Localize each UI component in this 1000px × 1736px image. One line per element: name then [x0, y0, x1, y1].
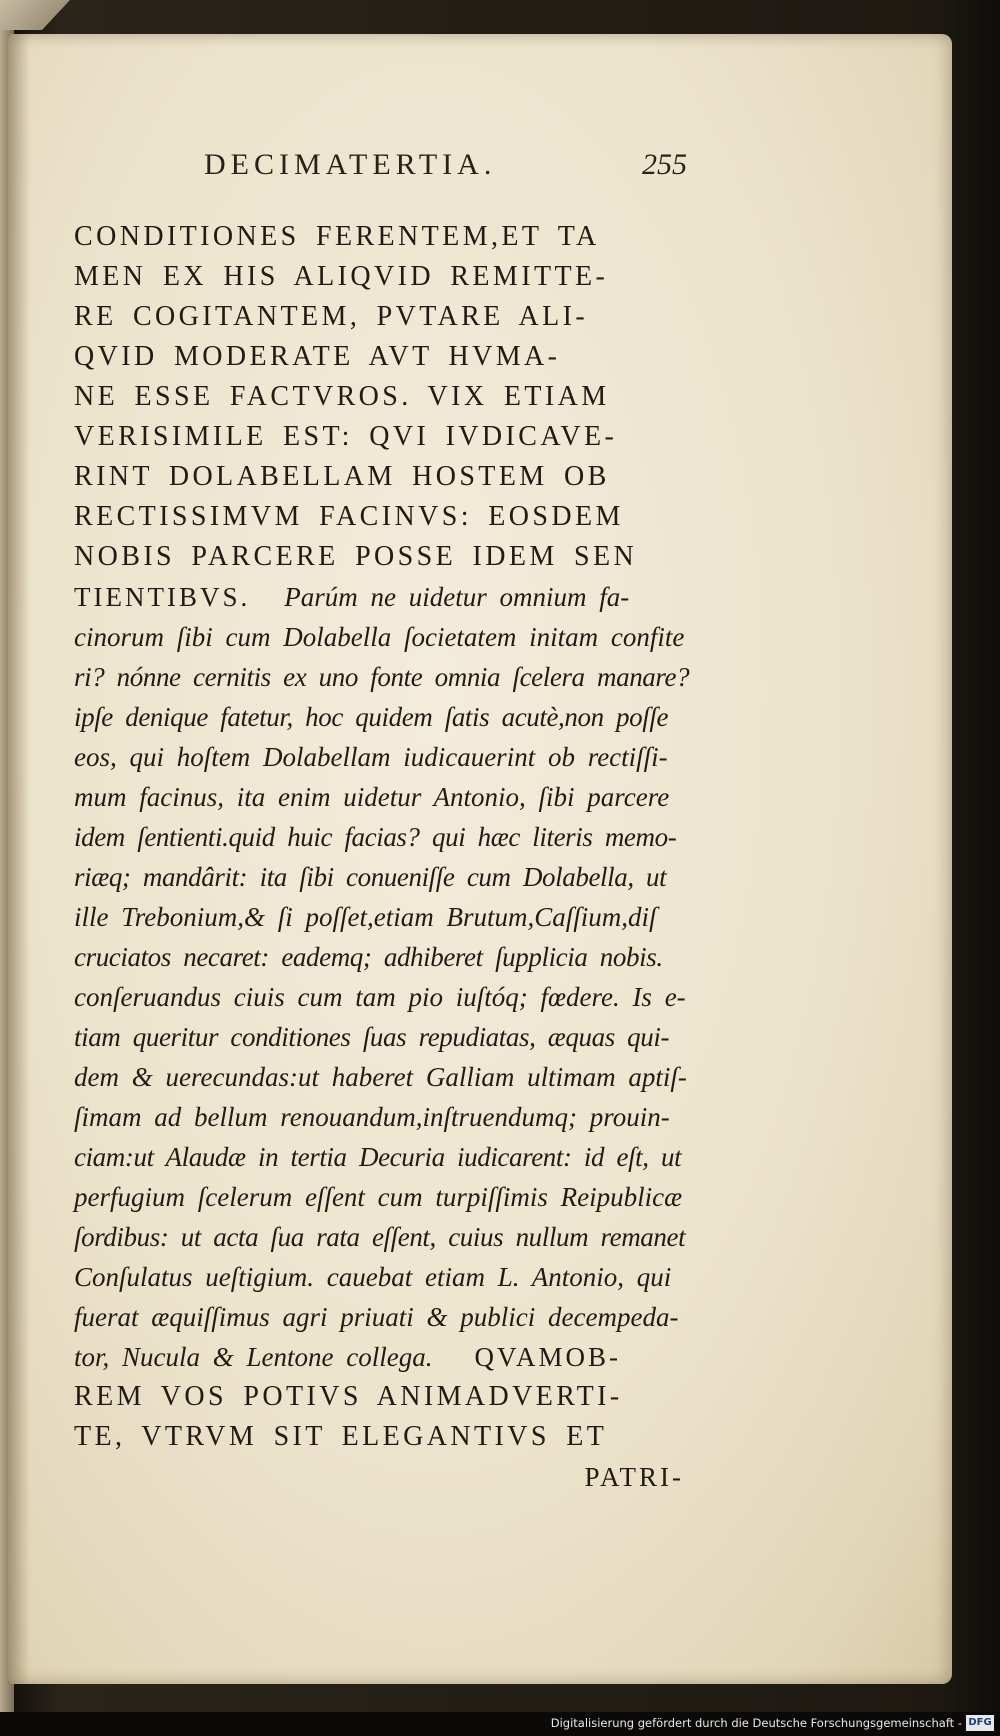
- text-line: cinorum ſibi cum Dolabella ſocietatem initam confite: [74, 622, 685, 652]
- text-line: NOBIS PARCERE POSSE IDEM SEN: [74, 541, 638, 572]
- text-line: Conſulatus ueſtigium. cauebat etiam L. Antonio, qui: [74, 1262, 672, 1292]
- text-line: conſeruandus ciuis cum tam pio iuſtóq; fœdere. Is e-: [74, 982, 686, 1012]
- text-line: ſordibus: ut acta ſua rata eſſent, cuius nullum remanet: [74, 1222, 686, 1252]
- text-line: ille Trebonium,& ſi poſſet,etiam Brutum,Caſſium,diſ: [74, 902, 657, 932]
- text-line-italic: tor, Nucula & Lentone collega.: [74, 1342, 433, 1372]
- text-line: mum facinus, ita enim uidetur Antonio, ſibi parcere: [74, 782, 670, 812]
- text-line: QVID MODERATE AVT HVMA-: [74, 341, 561, 372]
- text-line: CONDITIONES FERENTEM,ET TA: [74, 221, 600, 252]
- text-line: RE COGITANTEM, PVTARE ALI-: [74, 301, 589, 332]
- text-line: perfugium ſcelerum eſſent cum turpiſſimis Reipublicæ: [74, 1182, 683, 1212]
- catchword: PATRI-: [584, 1462, 684, 1492]
- text-line: [74, 577, 714, 617]
- text-line: cruciatos necaret: eademq; adhiberet ſupplicia nobis.: [74, 942, 663, 972]
- text-line: RECTISSIMVM FACINVS: EOSDEM: [74, 501, 624, 532]
- text-line: ſimam ad bellum renouandum,inſtruendumq; prouin-: [74, 1102, 670, 1132]
- text-line: VERISIMILE EST: QVI IVDICAVE-: [74, 421, 618, 452]
- text-line: ciam:ut Alaudæ in tertia Decuria iudicarent: id eſt, ut: [74, 1142, 682, 1172]
- text-line: NE ESSE FACTVROS. VIX ETIAM: [74, 381, 610, 412]
- text-line: MEN EX HIS ALIQVID REMITTE-: [74, 261, 609, 292]
- footer-bar: [0, 1712, 1000, 1736]
- dfg-logo: DFG: [966, 1715, 994, 1731]
- text-line: TE, VTRVM SIT ELEGANTIVS ET: [74, 1421, 608, 1452]
- running-title: DECIMATERTIA.: [204, 148, 497, 181]
- text-line: tiam queritur conditiones ſuas repudiatas, æquas qui-: [74, 1022, 670, 1052]
- text-line: ri? nónne cernitis ex uno fonte omnia ſcelera manare?: [74, 662, 690, 692]
- text-line-italic: Parúm ne uidetur omnium fa-: [284, 582, 630, 612]
- text-line: riæq; mandârit: ita ſibi conueniſſe cum Dolabella, ut: [74, 862, 667, 892]
- text-line: eos, qui hoſtem Dolabellam iudicauerint ob rectiſſi-: [74, 742, 668, 772]
- text-block: [74, 217, 714, 1497]
- text-line-caps: TIENTIBVS.: [74, 582, 251, 612]
- text-line: fuerat æquiſſimus agri priuati & publici decempeda-: [74, 1302, 679, 1332]
- text-line: dem & uerecundas:ut haberet Galliam ultimam aptiſ-: [74, 1062, 687, 1092]
- text-line: REM VOS POTIVS ANIMADVERTI-: [74, 1381, 623, 1412]
- text-line: [74, 1337, 714, 1377]
- page-spine-shadow: [8, 34, 30, 1684]
- book-page: [8, 34, 952, 1684]
- text-line: idem ſentienti.quid huic facias? qui hæc literis memo-: [74, 822, 677, 852]
- text-line: ipſe denique fatetur, hoc quidem ſatis acutè,non poſſe: [74, 702, 669, 732]
- text-line-caps: QVAMOB-: [474, 1342, 621, 1372]
- digitization-credit: Digitalisierung gefördert durch die Deutsche Forschungsgemeinschaft -: [550, 1716, 962, 1730]
- running-head: [198, 144, 718, 204]
- page-number: 255: [642, 148, 687, 181]
- text-line: RINT DOLABELLAM HOSTEM OB: [74, 461, 610, 492]
